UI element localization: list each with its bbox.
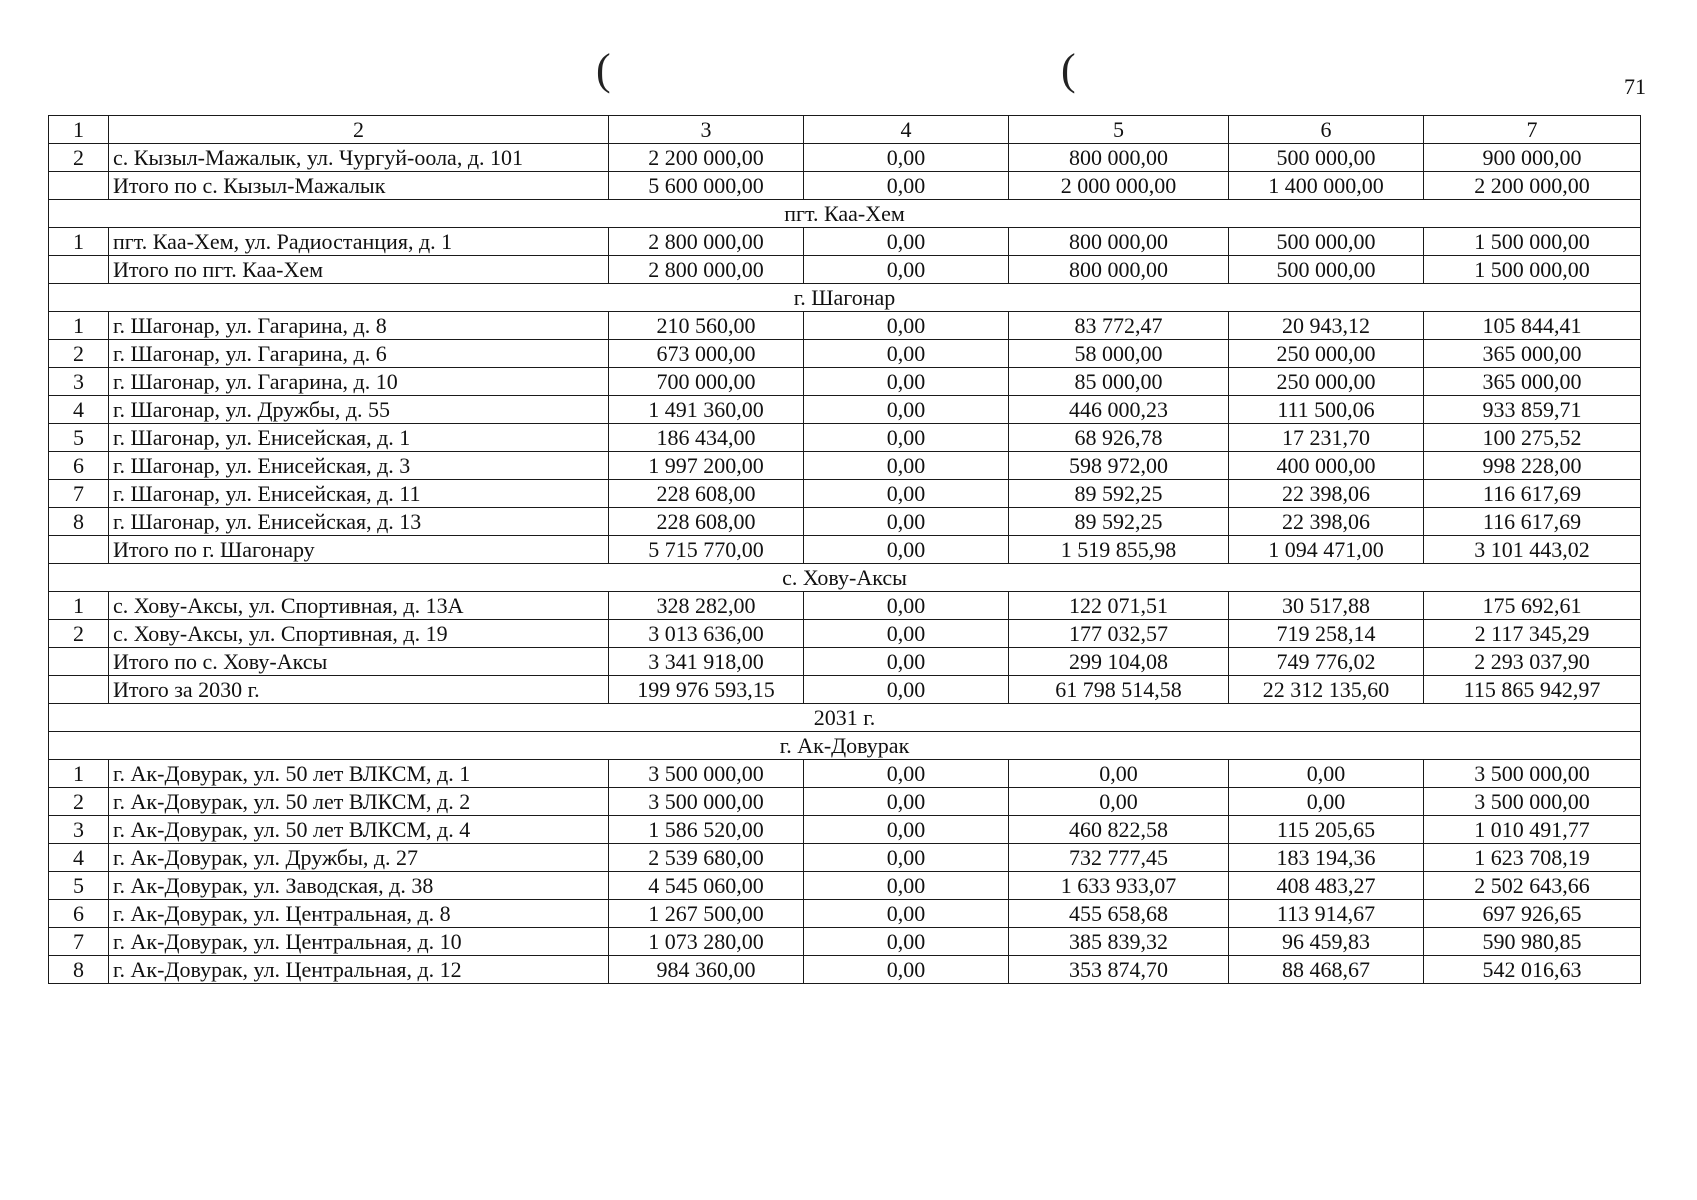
table-row [49, 928, 1641, 956]
table-row [49, 872, 1641, 900]
address-cell: г. Ак-Довурак, ул. Центральная, д. 10 [109, 928, 609, 956]
address-cell: г. Шагонар, ул. Гагарина, д. 8 [109, 312, 609, 340]
header-cell: 7 [1424, 116, 1641, 144]
budget-cell: 446 000,23 [1009, 396, 1229, 424]
local-budget-cell: 1 400 000,00 [1229, 172, 1424, 200]
budget-cell: 800 000,00 [1009, 256, 1229, 284]
total-cost-cell: 3 500 000,00 [609, 760, 804, 788]
address-cell: г. Ак-Довурак, ул. 50 лет ВЛКСМ, д. 4 [109, 816, 609, 844]
fund-cell: 0,00 [804, 172, 1009, 200]
table-row [49, 508, 1641, 536]
total-cost-cell: 4 545 060,00 [609, 872, 804, 900]
total-cost-cell: 210 560,00 [609, 312, 804, 340]
table-row [49, 956, 1641, 984]
header-row [49, 116, 1641, 144]
local-budget-cell: 96 459,83 [1229, 928, 1424, 956]
local-budget-cell: 408 483,27 [1229, 872, 1424, 900]
row-number: 3 [49, 816, 109, 844]
budget-cell: 299 104,08 [1009, 648, 1229, 676]
fund-cell: 0,00 [804, 480, 1009, 508]
section-row [49, 704, 1641, 732]
owners-funds-cell: 1 500 000,00 [1424, 256, 1641, 284]
row-number: 3 [49, 368, 109, 396]
budget-cell: 122 071,51 [1009, 592, 1229, 620]
fund-cell: 0,00 [804, 872, 1009, 900]
owners-funds-cell: 115 865 942,97 [1424, 676, 1641, 704]
address-cell: г. Ак-Довурак, ул. Заводская, д. 38 [109, 872, 609, 900]
owners-funds-cell: 2 293 037,90 [1424, 648, 1641, 676]
budget-cell: 0,00 [1009, 788, 1229, 816]
table-row [49, 676, 1641, 704]
row-number: 2 [49, 788, 109, 816]
row-number: 5 [49, 872, 109, 900]
local-budget-cell: 115 205,65 [1229, 816, 1424, 844]
fund-cell: 0,00 [804, 676, 1009, 704]
row-number: 7 [49, 928, 109, 956]
address-cell: с. Кызыл-Мажалык, ул. Чургуй-оола, д. 101 [109, 144, 609, 172]
address-cell: г. Шагонар, ул. Енисейская, д. 1 [109, 424, 609, 452]
fund-cell: 0,00 [804, 508, 1009, 536]
owners-funds-cell: 100 275,52 [1424, 424, 1641, 452]
table-row [49, 900, 1641, 928]
budget-cell: 385 839,32 [1009, 928, 1229, 956]
table-row [49, 648, 1641, 676]
fund-cell: 0,00 [804, 592, 1009, 620]
section-title: пгт. Каа-Хем [49, 200, 1641, 228]
address-cell: г. Шагонар, ул. Енисейская, д. 11 [109, 480, 609, 508]
budget-cell: 732 777,45 [1009, 844, 1229, 872]
total-cost-cell: 700 000,00 [609, 368, 804, 396]
local-budget-cell: 500 000,00 [1229, 228, 1424, 256]
local-budget-cell: 22 398,06 [1229, 508, 1424, 536]
budget-cell: 455 658,68 [1009, 900, 1229, 928]
row-number: 4 [49, 844, 109, 872]
owners-funds-cell: 116 617,69 [1424, 480, 1641, 508]
local-budget-cell: 250 000,00 [1229, 368, 1424, 396]
total-cost-cell: 3 500 000,00 [609, 788, 804, 816]
local-budget-cell: 719 258,14 [1229, 620, 1424, 648]
local-budget-cell: 0,00 [1229, 788, 1424, 816]
row-number: 2 [49, 620, 109, 648]
total-cost-cell: 1 997 200,00 [609, 452, 804, 480]
fund-cell: 0,00 [804, 928, 1009, 956]
table-row [49, 816, 1641, 844]
fund-cell: 0,00 [804, 144, 1009, 172]
row-number: 6 [49, 452, 109, 480]
address-cell: пгт. Каа-Хем, ул. Радиостанция, д. 1 [109, 228, 609, 256]
table-row [49, 592, 1641, 620]
address-cell: Итого по с. Хову-Аксы [109, 648, 609, 676]
header-cell: 4 [804, 116, 1009, 144]
fund-cell: 0,00 [804, 228, 1009, 256]
fund-cell: 0,00 [804, 620, 1009, 648]
budget-cell: 89 592,25 [1009, 508, 1229, 536]
address-cell: г. Шагонар, ул. Гагарина, д. 10 [109, 368, 609, 396]
address-cell: Итого по с. Кызыл-Мажалык [109, 172, 609, 200]
owners-funds-cell: 2 502 643,66 [1424, 872, 1641, 900]
table-row [49, 368, 1641, 396]
row-number: 4 [49, 396, 109, 424]
local-budget-cell: 400 000,00 [1229, 452, 1424, 480]
fund-cell: 0,00 [804, 340, 1009, 368]
address-cell: г. Шагонар, ул. Гагарина, д. 6 [109, 340, 609, 368]
fund-cell: 0,00 [804, 396, 1009, 424]
owners-funds-cell: 365 000,00 [1424, 368, 1641, 396]
budget-cell: 353 874,70 [1009, 956, 1229, 984]
owners-funds-cell: 3 500 000,00 [1424, 760, 1641, 788]
fund-cell: 0,00 [804, 368, 1009, 396]
budget-cell: 89 592,25 [1009, 480, 1229, 508]
local-budget-cell: 500 000,00 [1229, 144, 1424, 172]
table-row [49, 340, 1641, 368]
budget-table [48, 115, 1641, 984]
local-budget-cell: 20 943,12 [1229, 312, 1424, 340]
row-number: 5 [49, 424, 109, 452]
owners-funds-cell: 933 859,71 [1424, 396, 1641, 424]
total-cost-cell: 186 434,00 [609, 424, 804, 452]
total-cost-cell: 2 800 000,00 [609, 256, 804, 284]
total-cost-cell: 228 608,00 [609, 508, 804, 536]
header-cell: 5 [1009, 116, 1229, 144]
owners-funds-cell: 590 980,85 [1424, 928, 1641, 956]
fund-cell: 0,00 [804, 844, 1009, 872]
scan-bracket-mark: ( [1061, 45, 1076, 94]
table-row [49, 844, 1641, 872]
address-cell: г. Ак-Довурак, ул. Центральная, д. 8 [109, 900, 609, 928]
address-cell: Итого по пгт. Каа-Хем [109, 256, 609, 284]
section-title: г. Ак-Довурак [49, 732, 1641, 760]
local-budget-cell: 0,00 [1229, 760, 1424, 788]
total-cost-cell: 1 586 520,00 [609, 816, 804, 844]
section-row [49, 564, 1641, 592]
owners-funds-cell: 1 010 491,77 [1424, 816, 1641, 844]
fund-cell: 0,00 [804, 900, 1009, 928]
budget-cell: 2 000 000,00 [1009, 172, 1229, 200]
row-number [49, 536, 109, 564]
address-cell: с. Хову-Аксы, ул. Спортивная, д. 19 [109, 620, 609, 648]
table-row [49, 144, 1641, 172]
budget-cell: 58 000,00 [1009, 340, 1229, 368]
row-number [49, 256, 109, 284]
row-number: 1 [49, 312, 109, 340]
address-cell: г. Ак-Довурак, ул. 50 лет ВЛКСМ, д. 1 [109, 760, 609, 788]
table-row [49, 452, 1641, 480]
budget-cell: 85 000,00 [1009, 368, 1229, 396]
table-row [49, 760, 1641, 788]
section-title: г. Шагонар [49, 284, 1641, 312]
owners-funds-cell: 175 692,61 [1424, 592, 1641, 620]
section-row [49, 732, 1641, 760]
total-cost-cell: 228 608,00 [609, 480, 804, 508]
section-title: с. Хову-Аксы [49, 564, 1641, 592]
table-row [49, 312, 1641, 340]
address-cell: Итого за 2030 г. [109, 676, 609, 704]
total-cost-cell: 328 282,00 [609, 592, 804, 620]
address-cell: г. Ак-Довурак, ул. Дружбы, д. 27 [109, 844, 609, 872]
local-budget-cell: 30 517,88 [1229, 592, 1424, 620]
local-budget-cell: 22 312 135,60 [1229, 676, 1424, 704]
owners-funds-cell: 998 228,00 [1424, 452, 1641, 480]
owners-funds-cell: 1 500 000,00 [1424, 228, 1641, 256]
table-row [49, 788, 1641, 816]
local-budget-cell: 22 398,06 [1229, 480, 1424, 508]
row-number [49, 676, 109, 704]
budget-cell: 1 633 933,07 [1009, 872, 1229, 900]
total-cost-cell: 2 200 000,00 [609, 144, 804, 172]
owners-funds-cell: 542 016,63 [1424, 956, 1641, 984]
row-number: 8 [49, 508, 109, 536]
row-number: 7 [49, 480, 109, 508]
owners-funds-cell: 1 623 708,19 [1424, 844, 1641, 872]
fund-cell: 0,00 [804, 816, 1009, 844]
header-cell: 3 [609, 116, 804, 144]
fund-cell: 0,00 [804, 788, 1009, 816]
table-row [49, 228, 1641, 256]
owners-funds-cell: 116 617,69 [1424, 508, 1641, 536]
address-cell: г. Ак-Довурак, ул. 50 лет ВЛКСМ, д. 2 [109, 788, 609, 816]
address-cell: с. Хову-Аксы, ул. Спортивная, д. 13А [109, 592, 609, 620]
page-number: 71 [1624, 74, 1646, 99]
section-title: 2031 г. [49, 704, 1641, 732]
fund-cell: 0,00 [804, 648, 1009, 676]
local-budget-cell: 749 776,02 [1229, 648, 1424, 676]
owners-funds-cell: 105 844,41 [1424, 312, 1641, 340]
table-row [49, 256, 1641, 284]
budget-cell: 61 798 514,58 [1009, 676, 1229, 704]
local-budget-cell: 113 914,67 [1229, 900, 1424, 928]
local-budget-cell: 88 468,67 [1229, 956, 1424, 984]
fund-cell: 0,00 [804, 956, 1009, 984]
budget-cell: 68 926,78 [1009, 424, 1229, 452]
local-budget-cell: 250 000,00 [1229, 340, 1424, 368]
header-cell: 1 [49, 116, 109, 144]
budget-cell: 800 000,00 [1009, 228, 1229, 256]
row-number: 6 [49, 900, 109, 928]
address-cell: г. Шагонар, ул. Дружбы, д. 55 [109, 396, 609, 424]
total-cost-cell: 1 073 280,00 [609, 928, 804, 956]
table-row [49, 172, 1641, 200]
address-cell: г. Ак-Довурак, ул. Центральная, д. 12 [109, 956, 609, 984]
row-number: 2 [49, 144, 109, 172]
header-cell: 6 [1229, 116, 1424, 144]
address-cell: г. Шагонар, ул. Енисейская, д. 13 [109, 508, 609, 536]
table-row [49, 620, 1641, 648]
local-budget-cell: 500 000,00 [1229, 256, 1424, 284]
owners-funds-cell: 2 117 345,29 [1424, 620, 1641, 648]
row-number [49, 172, 109, 200]
owners-funds-cell: 697 926,65 [1424, 900, 1641, 928]
total-cost-cell: 2 800 000,00 [609, 228, 804, 256]
fund-cell: 0,00 [804, 452, 1009, 480]
fund-cell: 0,00 [804, 536, 1009, 564]
total-cost-cell: 199 976 593,15 [609, 676, 804, 704]
section-row [49, 284, 1641, 312]
fund-cell: 0,00 [804, 312, 1009, 340]
total-cost-cell: 3 013 636,00 [609, 620, 804, 648]
address-cell: Итого по г. Шагонару [109, 536, 609, 564]
owners-funds-cell: 900 000,00 [1424, 144, 1641, 172]
total-cost-cell: 984 360,00 [609, 956, 804, 984]
total-cost-cell: 673 000,00 [609, 340, 804, 368]
header-cell: 2 [109, 116, 609, 144]
total-cost-cell: 5 600 000,00 [609, 172, 804, 200]
budget-cell: 460 822,58 [1009, 816, 1229, 844]
section-row [49, 200, 1641, 228]
row-number: 1 [49, 228, 109, 256]
total-cost-cell: 3 341 918,00 [609, 648, 804, 676]
owners-funds-cell: 365 000,00 [1424, 340, 1641, 368]
budget-cell: 800 000,00 [1009, 144, 1229, 172]
total-cost-cell: 1 491 360,00 [609, 396, 804, 424]
table-row [49, 536, 1641, 564]
row-number: 2 [49, 340, 109, 368]
row-number: 1 [49, 760, 109, 788]
total-cost-cell: 1 267 500,00 [609, 900, 804, 928]
row-number: 1 [49, 592, 109, 620]
local-budget-cell: 111 500,06 [1229, 396, 1424, 424]
table-row [49, 424, 1641, 452]
budget-cell: 1 519 855,98 [1009, 536, 1229, 564]
scan-bracket-mark: ( [596, 45, 611, 94]
owners-funds-cell: 3 500 000,00 [1424, 788, 1641, 816]
budget-cell: 0,00 [1009, 760, 1229, 788]
table-row [49, 396, 1641, 424]
address-cell: г. Шагонар, ул. Енисейская, д. 3 [109, 452, 609, 480]
total-cost-cell: 5 715 770,00 [609, 536, 804, 564]
owners-funds-cell: 3 101 443,02 [1424, 536, 1641, 564]
budget-cell: 83 772,47 [1009, 312, 1229, 340]
row-number [49, 648, 109, 676]
budget-cell: 177 032,57 [1009, 620, 1229, 648]
local-budget-cell: 1 094 471,00 [1229, 536, 1424, 564]
owners-funds-cell: 2 200 000,00 [1424, 172, 1641, 200]
row-number: 8 [49, 956, 109, 984]
table-row [49, 480, 1641, 508]
fund-cell: 0,00 [804, 256, 1009, 284]
fund-cell: 0,00 [804, 760, 1009, 788]
local-budget-cell: 183 194,36 [1229, 844, 1424, 872]
fund-cell: 0,00 [804, 424, 1009, 452]
total-cost-cell: 2 539 680,00 [609, 844, 804, 872]
budget-cell: 598 972,00 [1009, 452, 1229, 480]
local-budget-cell: 17 231,70 [1229, 424, 1424, 452]
